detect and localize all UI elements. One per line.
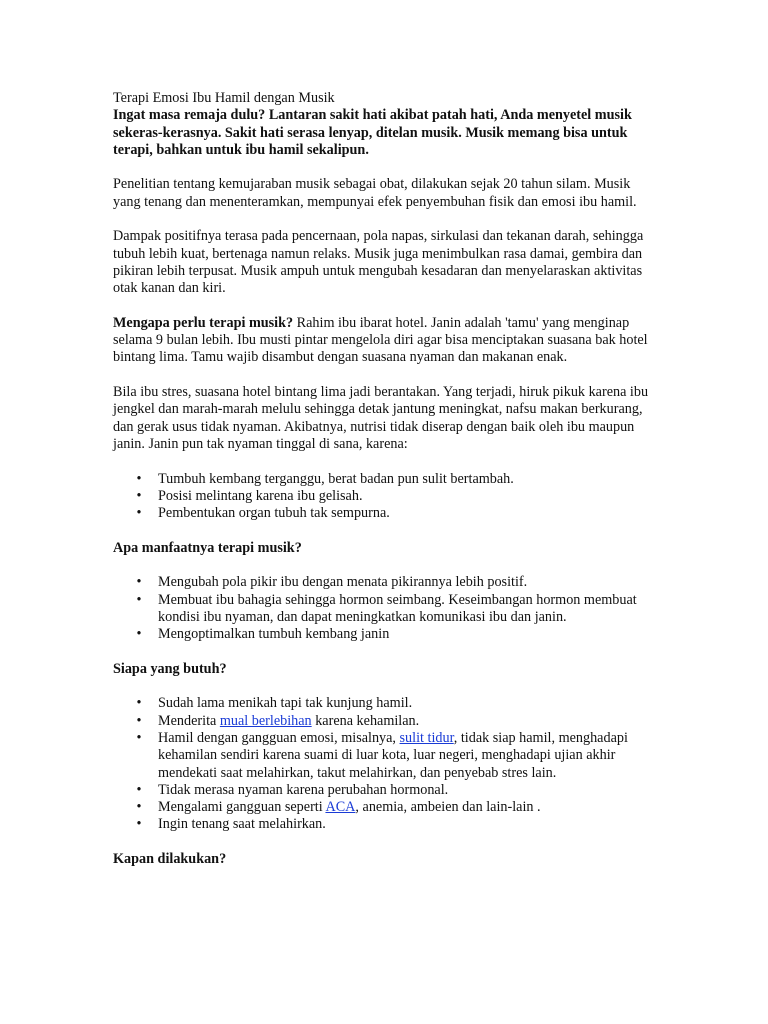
link-mual-berlebihan[interactable]: mual berlebihan	[219, 712, 312, 729]
link-aca[interactable]: ACA	[325, 799, 356, 816]
list-item: • Mengubah pola pikir ibu dengan menata pikirannya lebih positif.	[113, 574, 658, 591]
list-item: • Sudah lama menikah tapi tak kunjung hamil.	[113, 695, 658, 712]
bullet-icon: •	[136, 781, 142, 798]
paragraph-4: Bila ibu stres, suasana hotel bintang lima jadi berantakan. Yang terjadi, hiruk pikuk karena ibu jengkel dan marah-marah melulu sehingga detak jantung meningkat, nafsu makan berkurang, dan gerak usus tidak nyaman. Akibatnya, nutrisi tidak diserap dengan baik oleh ibu maupun janin. Janin pun tak nyaman tinggal di sana, karena:	[113, 384, 649, 452]
list-item: • Posisi melintang karena ibu gelisah.	[113, 488, 658, 505]
bullet-icon: •	[136, 574, 142, 591]
bullet-icon: •	[136, 712, 142, 729]
list-item: • Hamil dengan gangguan emosi, misalnya, sulit tidur, tidak siap hamil, menghadapi kehamilan sendiri karena suami di luar kota, luar negeri, menghadapi ujian akhir mendekati saat melahirkan, takut melahirkan, dan penyebab stres lain.	[113, 730, 658, 782]
paragraph-3	[113, 315, 658, 367]
paragraph-1: Penelitian tentang kemujaraban musik sebagai obat, dilakukan sejak 20 tahun silam. Musik yang tenang dan menenteramkan, mempunyai efek penyembuhan fisik dan emosi ibu hamil.	[113, 176, 637, 210]
benefits-list	[113, 574, 658, 643]
link-sulit-tidur[interactable]: sulit tidur	[399, 729, 454, 746]
effects-list	[113, 471, 658, 523]
bullet-icon: •	[136, 591, 142, 608]
list-item: • Tidak merasa nyaman karena perubahan hormonal.	[113, 782, 658, 799]
bullet-icon: •	[136, 626, 142, 643]
bullet-icon: •	[136, 799, 142, 816]
bullet-icon: •	[136, 505, 142, 522]
list-item: • Membuat ibu bahagia sehingga hormon seimbang. Keseimbangan hormon membuat kondisi ibu nyaman, dan dapat meningkatkan komunikasi ibu dan janin.	[113, 592, 658, 627]
section-heading-who: Siapa yang butuh?	[113, 660, 227, 677]
list-item: • Ingin tenang saat melahirkan.	[113, 816, 658, 833]
bullet-icon: •	[136, 695, 142, 712]
list-item: • Menderita mual berlebihan karena kehamilan.	[113, 713, 658, 730]
paragraph-3-heading: Mengapa perlu terapi musik?	[113, 314, 294, 331]
bullet-icon: •	[136, 816, 142, 833]
intro-bold-text: Ingat masa remaja dulu? Lantaran sakit hati akibat patah hati, Anda menyetel musik sekeras-kerasnya. Sakit hati serasa lenyap, ditelan musik. Musik memang bisa untuk terapi, bahkan untuk ibu hamil sekalipun.	[113, 107, 632, 158]
bullet-icon: •	[136, 729, 142, 746]
list-item: • Mengoptimalkan tumbuh kembang janin	[113, 626, 658, 643]
list-item: • Mengalami gangguan seperti ACA, anemia, ambeien dan lain-lain .	[113, 799, 658, 816]
bullet-icon: •	[136, 487, 142, 504]
list-item: • Tumbuh kembang terganggu, berat badan pun sulit bertambah.	[113, 471, 658, 488]
document-body	[113, 90, 658, 868]
section-heading-when: Kapan dilakukan?	[113, 851, 227, 868]
paragraph-2: Dampak positifnya terasa pada pencernaan, pola napas, sirkulasi dan tekanan darah, sehingga tubuh lebih kuat, bertenaga namun relaks. Musik juga menimbulkan rasa damai, gembira dan pikiran lebih terpusat. Musik ampuh untuk mengubah kesadaran dan menyelaraskan aktivitas otak kanan dan kiri.	[113, 228, 644, 297]
bullet-icon: •	[136, 470, 142, 487]
who-list	[113, 695, 658, 833]
section-heading-benefits: Apa manfaatnya terapi musik?	[113, 539, 302, 556]
intro-paragraph	[113, 107, 658, 159]
paragraph-3-text: Rahim ibu ibarat hotel. Janin adalah 'tamu' yang menginap selama 9 bulan lebih. Ibu musti pintar mengelola diri agar bisa menciptakan suasana bak hotel bintang lima. Tamu wajib disambut dengan suasana nyaman dan makanan enak.	[113, 314, 648, 366]
list-item: • Pembentukan organ tubuh tak sempurna.	[113, 505, 658, 522]
article-title: Terapi Emosi Ibu Hamil dengan Musik	[113, 90, 335, 106]
